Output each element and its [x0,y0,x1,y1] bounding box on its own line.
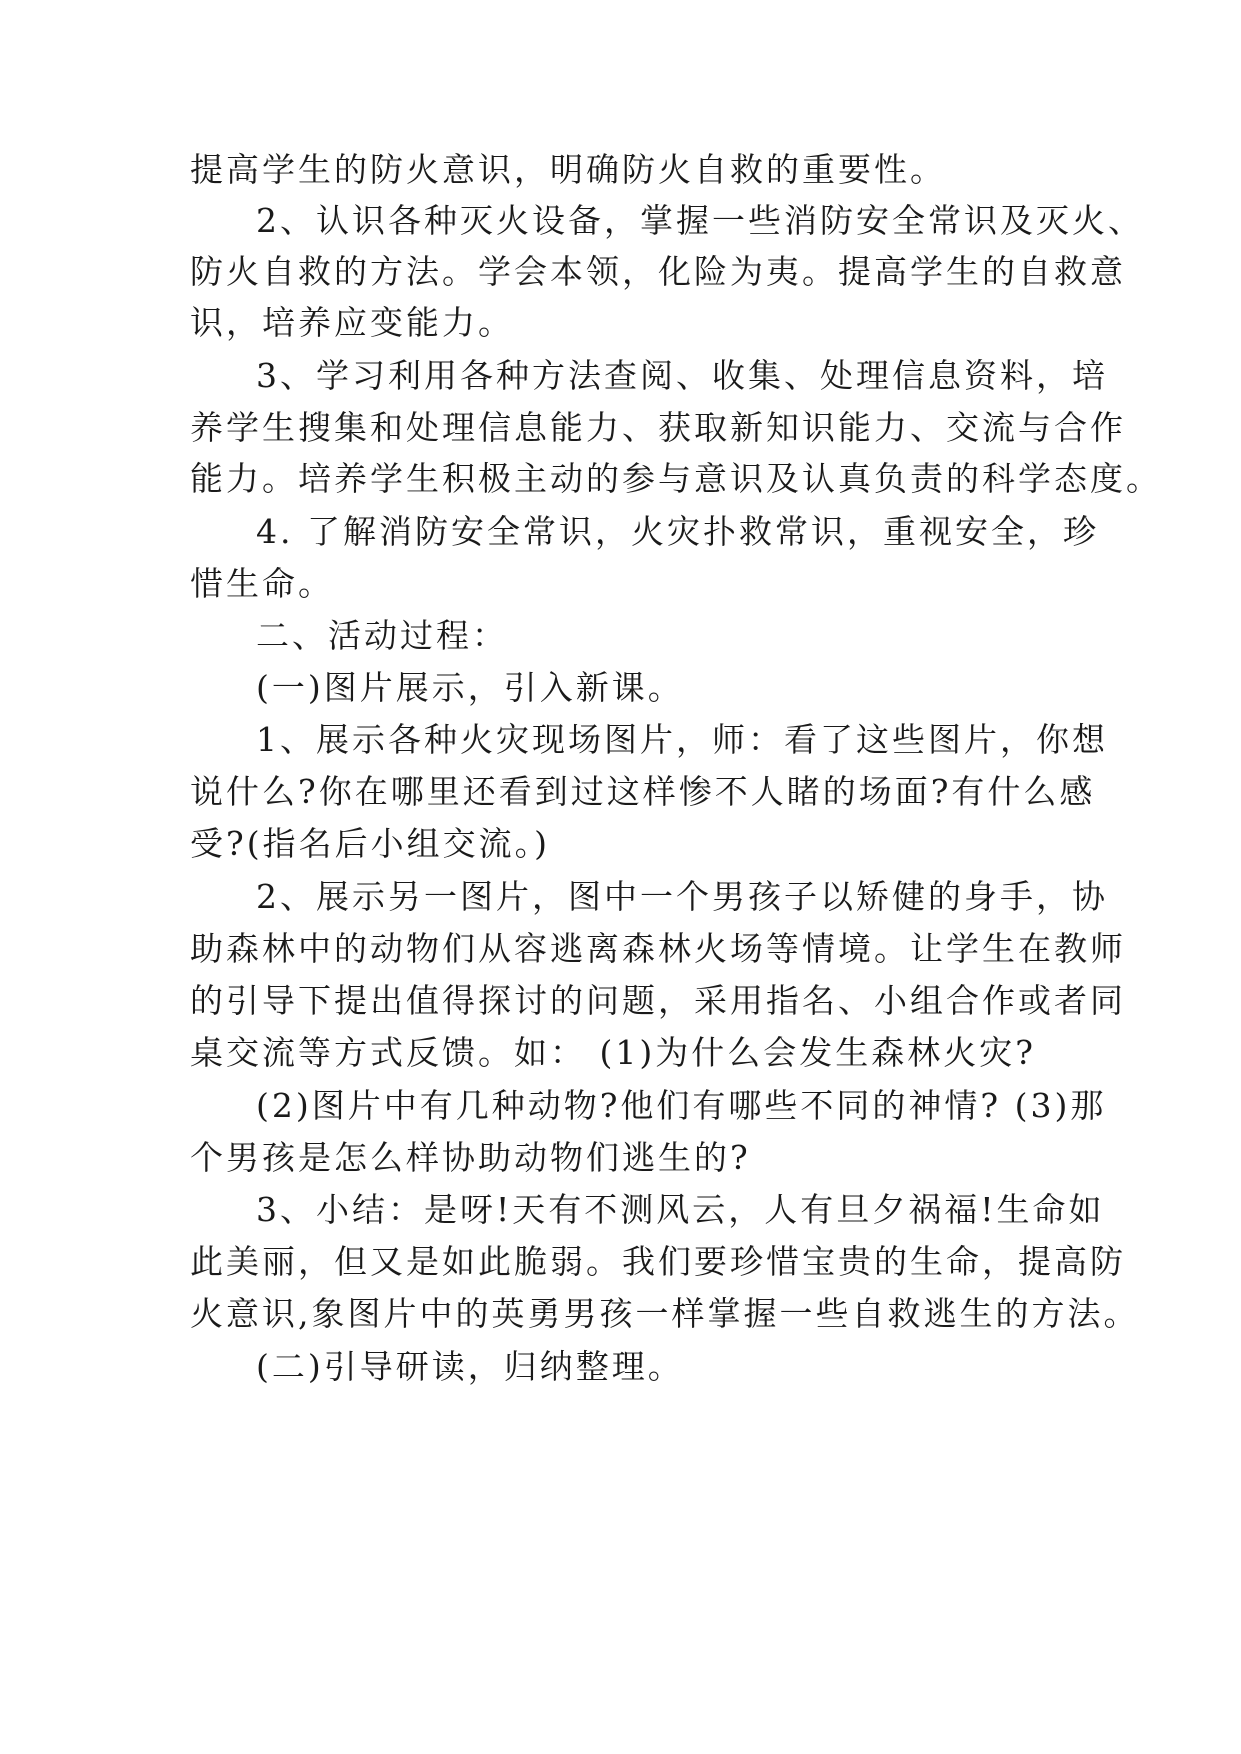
text-line: 1、展示各种火灾现场图片，师：看了这些图片，你想 [256,720,1108,759]
text-line: 防火自救的方法。学会本领，化险为夷。提高学生的自救意 [190,252,1126,291]
text-line: 能力。培养学生积极主动的参与意识及认真负责的科学态度。 [190,459,1162,498]
text-line: 2、展示另一图片，图中一个男孩子以矫健的身手，协 [256,877,1108,916]
text-line: 4. 了解消防安全常识，火灾扑救常识，重视安全，珍 [256,512,1099,551]
text-line: 养学生搜集和处理信息能力、获取新知识能力、交流与合作 [190,408,1126,447]
text-line: 3、学习利用各种方法查阅、收集、处理信息资料，培 [256,356,1108,395]
text-line: 说什么?你在哪里还看到过这样惨不人睹的场面?有什么感 [190,772,1096,811]
text-line: 桌交流等方式反馈。如： (1)为什么会发生森林火灾? [190,1033,1036,1072]
section-heading: 二、活动过程： [256,616,508,655]
text-line: 火意识,象图片中的英勇男孩一样掌握一些自救逃生的方法。 [190,1294,1140,1333]
subsection-heading: (一)图片展示，引入新课。 [256,668,684,707]
text-line: 提高学生的防火意识，明确防火自救的重要性。 [190,150,946,189]
text-line: 个男孩是怎么样协助动物们逃生的? [190,1138,751,1177]
text-line: 2、认识各种灭火设备，掌握一些消防安全常识及灭火、 [256,201,1144,240]
text-line: 助森林中的动物们从容逃离森林火场等情境。让学生在教师 [190,929,1126,968]
text-line: 受?(指名后小组交流。) [190,824,550,863]
text-line: 惜生命。 [190,564,334,603]
subsection-heading: (二)引导研读，归纳整理。 [256,1347,684,1386]
text-line: 3、小结：是呀!天有不测风云，人有旦夕祸福!生命如 [256,1190,1105,1229]
text-line: 识，培养应变能力。 [190,303,514,342]
text-line: 的引导下提出值得探讨的问题，采用指名、小组合作或者同 [190,981,1126,1020]
text-line: (2)图片中有几种动物?他们有哪些不同的神情? (3)那 [256,1086,1107,1125]
text-line: 此美丽，但又是如此脆弱。我们要珍惜宝贵的生命，提高防 [190,1242,1126,1281]
